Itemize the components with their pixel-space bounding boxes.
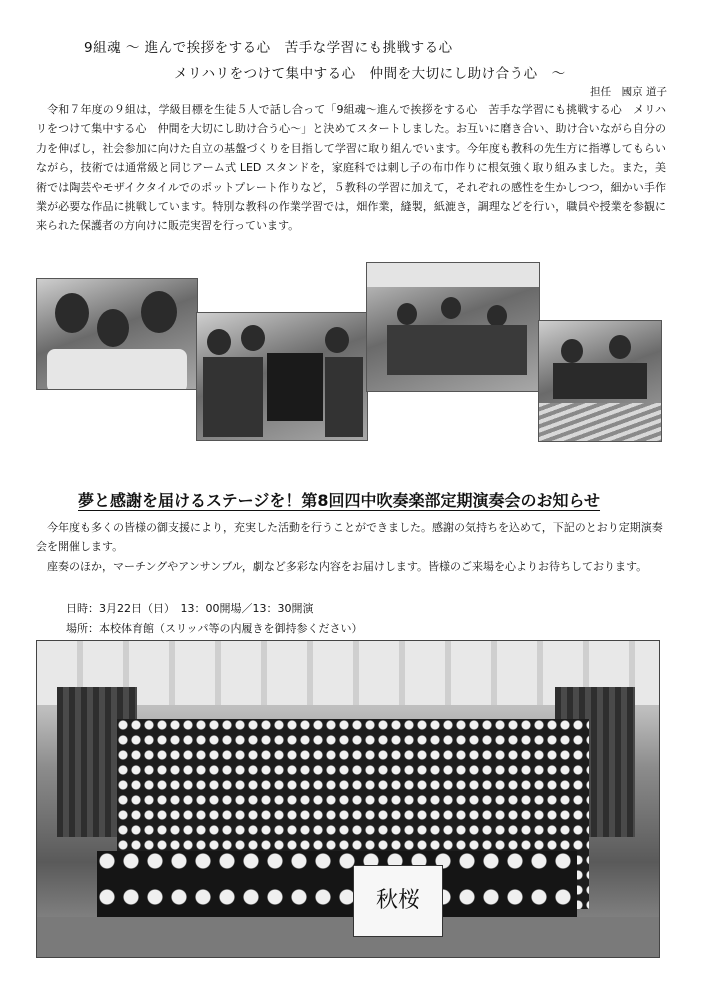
homeroom-teacher: 担任 國京 道子 [590, 86, 667, 98]
band-front-row [97, 851, 577, 921]
concert-date: 日時：3月22日（日） 13：00開場／13：30開演 [66, 602, 314, 615]
concert-paragraph-1: 今年度も多くの皆様の御支援により，充実した活動を行うことができました。感謝の気持ちを込めて，下記のとおり定期演奏会を開催します。 [36, 521, 663, 554]
class-photo-field-activity [366, 262, 540, 392]
concert-paragraph-2: 座奏のほか，マーチングやアンサンブル，劇など多彩な内容をお届けします。皆様のご来場を心よりお待ちしております。 [36, 559, 648, 573]
concert-intro [36, 518, 666, 576]
concert-heading: 夢と感謝を届けるステージを！第8回四中吹奏楽部定期演奏会のお知らせ [78, 491, 601, 510]
class-motto-line-2: メリハリをつけて集中する心 仲間を大切にし助け合う心 ～ [174, 66, 566, 82]
class-motto-line-1: 9組魂 ～ 進んで挨拶をする心 苦手な学習にも挑戦する心 [84, 40, 453, 56]
class-photo-students-closeup [36, 278, 198, 390]
class-photo-group-with-poster [196, 312, 368, 441]
class-photo-farm-work [538, 320, 662, 442]
brass-band-group-photo [36, 640, 660, 958]
class-report-paragraph: 令和７年度の９組は，学級目標を生徒５人で話し合って「9組魂～進んで挨拶をする心 苦手な学習にも挑戦する心 メリハリをつけて集中する心 仲間を大切にし助け合う心～」と決めてスタートしました。お互いに磨き合い、助け合いながら自分の力を伸ばし，社会参加に向けた自立の基盤づくりを目指して学習に取り組んでいます。今年度も教科の先生方に指導してもらいながら，技術では通常級と同じアーム式 LED スタンドを，家庭科では刺し子の布巾作りに根気強く取り組みました。また，美術では陶芸やモザイクタイルでのポットプレート作りなど，５教科の学習に加えて，それぞれの感性を生かしつつ，細かい手作業が必要な作品に挑戦しています。特別な教科の作業学習では，畑作業，縫製，紙漉き，調理などを行い，職員や授業を参観に来られた保護者の方向けに販売実習を行っています。 [36, 103, 666, 233]
band-banner: 秋桜 [353, 865, 443, 937]
concert-venue: 場所：本校体育館（スリッパ等の内履きを御持参ください） [66, 622, 363, 635]
gym-floor [37, 917, 659, 957]
